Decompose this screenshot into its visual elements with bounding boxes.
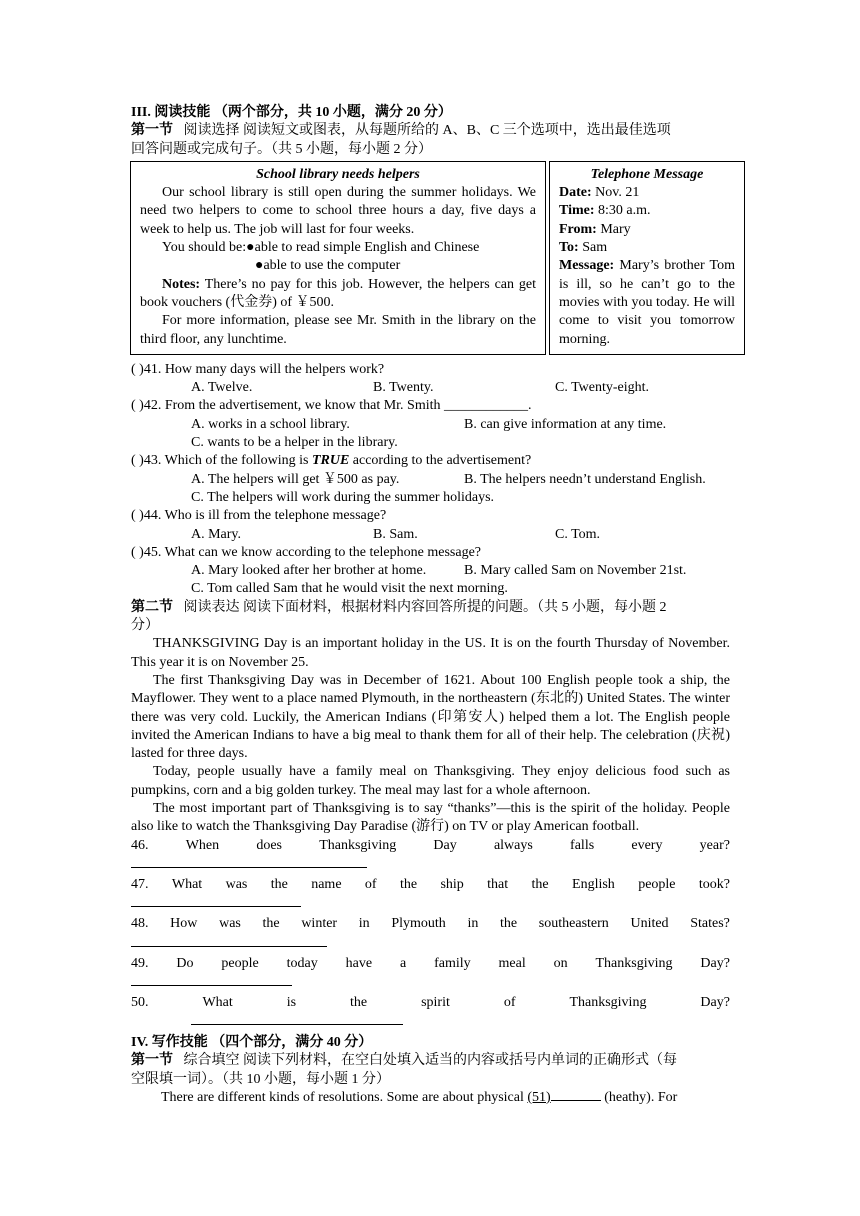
question-word: took?: [698, 876, 730, 892]
instruction-text: 阅读表达 阅读下面材料，根据材料内容回答所提的问题。（共 5 小题，每小题 2: [183, 599, 667, 615]
question-41: ( )41. How many days will the helpers work?: [131, 361, 385, 377]
advertisement-box: [130, 161, 546, 355]
options-41: [131, 379, 730, 397]
option-c: C. wants to be a helper in the library.: [191, 435, 398, 451]
message-body: [559, 257, 735, 348]
section-number: IV.: [131, 1035, 149, 1051]
option-b: B. Mary called Sam on November 21st.: [464, 563, 687, 579]
answer-underline: [191, 1024, 403, 1025]
message-title: Telephone Message: [590, 166, 704, 182]
written-question-46: [131, 837, 730, 855]
message-date: [559, 184, 735, 202]
section-title: 写作技能 （四个部分，满分 40 分）: [151, 1035, 373, 1051]
option-a: A. works in a school library.: [191, 416, 350, 432]
question-word: a: [399, 955, 407, 971]
answer-underline: [131, 906, 301, 907]
ad-requirement-2: ●able to use the computer: [255, 258, 401, 274]
ad-paragraph: Our school library is still open during the summer holidays. We need two helpers to come to school three hours a day, five days a week to help us. The job will last for four weeks.: [140, 185, 536, 237]
answer-underline: [131, 867, 367, 868]
question-word: of: [364, 876, 377, 892]
answer-underline: [131, 946, 327, 947]
option-b: B. Sam.: [373, 526, 418, 542]
question-word: ship: [440, 876, 464, 892]
options-44: [131, 526, 730, 544]
question-43: [131, 452, 730, 470]
ad-title: School library needs helpers: [256, 166, 420, 182]
question-word: English: [572, 876, 615, 892]
part-label: 第二节: [131, 599, 173, 615]
answer-line[interactable]: [131, 894, 730, 915]
part2-instruction: [131, 599, 730, 617]
question-word: Thanksgiving: [595, 955, 673, 971]
question-word: When: [185, 837, 220, 853]
section-number: III.: [131, 105, 151, 120]
reading-boxes: [131, 161, 735, 355]
message-to: [559, 239, 735, 257]
question-word: people: [638, 876, 676, 892]
question-word: was: [219, 916, 241, 932]
question-word: What: [202, 994, 233, 1010]
question-word: the: [531, 876, 549, 892]
question-word: the: [399, 876, 418, 892]
passage-paragraph: Today, people usually have a family meal on Thanksgiving. They enjoy delicious food such as pumpkins, corn and a big golden turkey. The meal may last for a whole afternoon.: [131, 764, 730, 798]
answer-line[interactable]: [131, 934, 730, 955]
question-word: Thanksgiving: [319, 837, 397, 853]
question-word: 50.: [131, 994, 149, 1010]
passage-paragraph: The first Thanksgiving Day was in December of 1621. About 100 English people took a ship, the Mayflower. They went to a place named Plymouth, in the northeastern (东北的) United States. The winter there was very cold. Luckily, the American Indians (印第安人) helped them a lot. The English people invited the American Indians to have a big meal to thank them for all of their help. The celebration (庆祝) lasted for three days.: [131, 672, 730, 762]
option-b: B. Twenty.: [373, 380, 434, 396]
question-word: the: [350, 994, 368, 1010]
options-45-c: [131, 580, 730, 598]
option-a: A. Twelve.: [191, 380, 253, 396]
question-word: in: [467, 916, 479, 932]
ad-notes-text: There’s no pay for this job. However, the helpers can get book vouchers (代金券) of ￥500.: [140, 276, 536, 310]
question-word: southeastern: [538, 916, 609, 932]
question-word: Do: [176, 955, 194, 971]
passage-paragraph: THANKSGIVING Day is an important holiday in the US. It is on the fourth Thursday of November. This year it is on November 25.: [131, 636, 730, 670]
message-time: [559, 202, 735, 220]
option-c: C. The helpers will work during the summer holidays.: [191, 489, 495, 505]
option-c: C. Tom.: [555, 526, 601, 542]
question-word: people: [221, 955, 259, 971]
passage-paragraph: The most important part of Thanksgiving is to say “thanks”—this is the spirit of the holiday. People also like to watch the Thanksgiving Day Paradise (游行) on TV or play American football.: [131, 801, 730, 835]
question-word: Plymouth: [391, 916, 446, 932]
message-text: Mary’s brother Tom is ill, so he can’t go to the movies with you today. He will come to visit you tomorrow morning.: [559, 258, 735, 347]
part1-instruction: [131, 122, 730, 140]
section3-heading: [131, 104, 730, 122]
question-word: falls: [570, 837, 595, 853]
question-text: ( )43. Which of the following is: [131, 453, 312, 469]
instruction-text-cont: 回答问题或完成句子。（共 5 小题，每小题 2 分）: [131, 141, 432, 157]
instruction-text: 综合填空 阅读下列材料，在空白处填入适当的内容或括号内单词的正确形式（每: [183, 1053, 677, 1069]
ad-requirement: [140, 239, 536, 257]
option-b: B. The helpers needn’t understand English.: [464, 471, 706, 487]
to-label: To:: [559, 240, 579, 256]
instruction-text: 阅读选择 阅读短文或图表，从每题所给的 A、B、C 三个选项中，选出最佳选项: [183, 123, 671, 139]
question-word: have: [345, 955, 373, 971]
message-label: Message:: [559, 258, 615, 274]
option-c: C. Tom called Sam that he would visit the next morning.: [191, 581, 508, 597]
question-word: does: [256, 837, 283, 853]
cloze-text-end: (heathy). For: [600, 1089, 678, 1105]
question-word: family: [434, 955, 471, 971]
exam-page: [131, 104, 735, 1107]
from-value: Mary: [596, 221, 631, 237]
option-b: B. can give information at any time.: [464, 416, 667, 432]
from-label: From:: [559, 221, 597, 237]
question-word: on: [553, 955, 568, 971]
question-word: Day?: [700, 994, 730, 1010]
message-from: [559, 221, 735, 239]
answer-underline: [131, 985, 292, 986]
question-word: the: [500, 916, 518, 932]
part-label: 第一节: [131, 1053, 173, 1069]
date-label: Date:: [559, 185, 592, 201]
date-value: Nov. 21: [591, 185, 640, 201]
question-42: ( )42. From the advertisement, we know that Mr. Smith ____________.: [131, 398, 532, 414]
question-word: year?: [699, 837, 730, 853]
question-word: United: [630, 916, 669, 932]
question-word: always: [493, 837, 533, 853]
question-word: Day: [433, 837, 457, 853]
question-word: spirit: [421, 994, 450, 1010]
question-word: 47.: [131, 876, 149, 892]
cloze-blank[interactable]: [551, 1100, 601, 1101]
question-word: Thanksgiving: [569, 994, 647, 1010]
question-word: in: [358, 916, 370, 932]
options-42-c: [131, 434, 730, 452]
answer-line[interactable]: [131, 855, 730, 876]
written-question-49: [131, 955, 730, 973]
telephone-message-box: [549, 161, 745, 355]
option-c: C. Twenty-eight.: [555, 380, 650, 396]
question-word: 48.: [131, 916, 149, 932]
answer-line[interactable]: [131, 973, 730, 994]
written-question-47: [131, 876, 730, 894]
options-43-c: [131, 489, 730, 507]
question-word: today: [286, 955, 318, 971]
section-title: 阅读技能 （两个部分，共 10 小题，满分 20 分）: [154, 105, 452, 120]
question-word: What: [171, 876, 203, 892]
time-value: 8:30 a.m.: [594, 203, 651, 219]
question-word: is: [286, 994, 297, 1010]
ad-requirement-label: You should be:: [162, 240, 247, 256]
question-word: How: [170, 916, 198, 932]
ad-more-info: For more information, please see Mr. Smith in the library on the third floor, any lunchtime.: [140, 313, 536, 347]
instruction-text-cont: 分）: [131, 618, 159, 634]
question-word: winter: [301, 916, 338, 932]
to-value: Sam: [578, 240, 608, 256]
question-word: the: [262, 916, 280, 932]
instruction-text-cont: 空限填一词）。（共 10 小题，每小题 1 分）: [131, 1071, 390, 1087]
time-label: Time:: [559, 203, 595, 219]
written-questions: [131, 837, 730, 1033]
ad-notes: [140, 276, 536, 313]
written-question-50: [131, 994, 730, 1012]
options-45: [131, 562, 730, 580]
question-word: every: [631, 837, 663, 853]
option-a: A. Mary looked after her brother at home.: [191, 563, 427, 579]
cloze-blank-number: (51): [527, 1089, 551, 1105]
option-a: A. Mary.: [191, 526, 242, 542]
answer-line[interactable]: [131, 1012, 730, 1033]
question-word: 49.: [131, 955, 149, 971]
question-word: the: [270, 876, 288, 892]
part-label: 第一节: [131, 123, 173, 139]
question-emphasis: TRUE: [311, 453, 350, 469]
ad-notes-label: Notes:: [162, 276, 201, 292]
options-42: [131, 416, 730, 434]
options-43: [131, 471, 730, 489]
question-word: that: [487, 876, 509, 892]
question-word: Day?: [700, 955, 730, 971]
question-word: meal: [498, 955, 526, 971]
question-word: name: [311, 876, 342, 892]
ad-requirement-1: ●able to read simple English and Chinese: [246, 240, 480, 256]
question-word: of: [503, 994, 516, 1010]
question-word: 46.: [131, 837, 149, 853]
question-45: ( )45. What can we know according to the telephone message?: [131, 544, 481, 560]
question-word: States?: [690, 916, 730, 932]
option-a: A. The helpers will get ￥500 as pay.: [191, 471, 400, 487]
section4-heading: [131, 1034, 730, 1052]
cloze-text-start: There are different kinds of resolutions. Some are about physical: [161, 1089, 528, 1105]
question-text-end: according to the advertisement?: [349, 453, 532, 469]
cloze-text: [131, 1089, 730, 1107]
section4-instruction: [131, 1052, 730, 1070]
written-question-48: [131, 915, 730, 933]
question-word: was: [225, 876, 248, 892]
question-44: ( )44. Who is ill from the telephone message?: [131, 508, 387, 524]
